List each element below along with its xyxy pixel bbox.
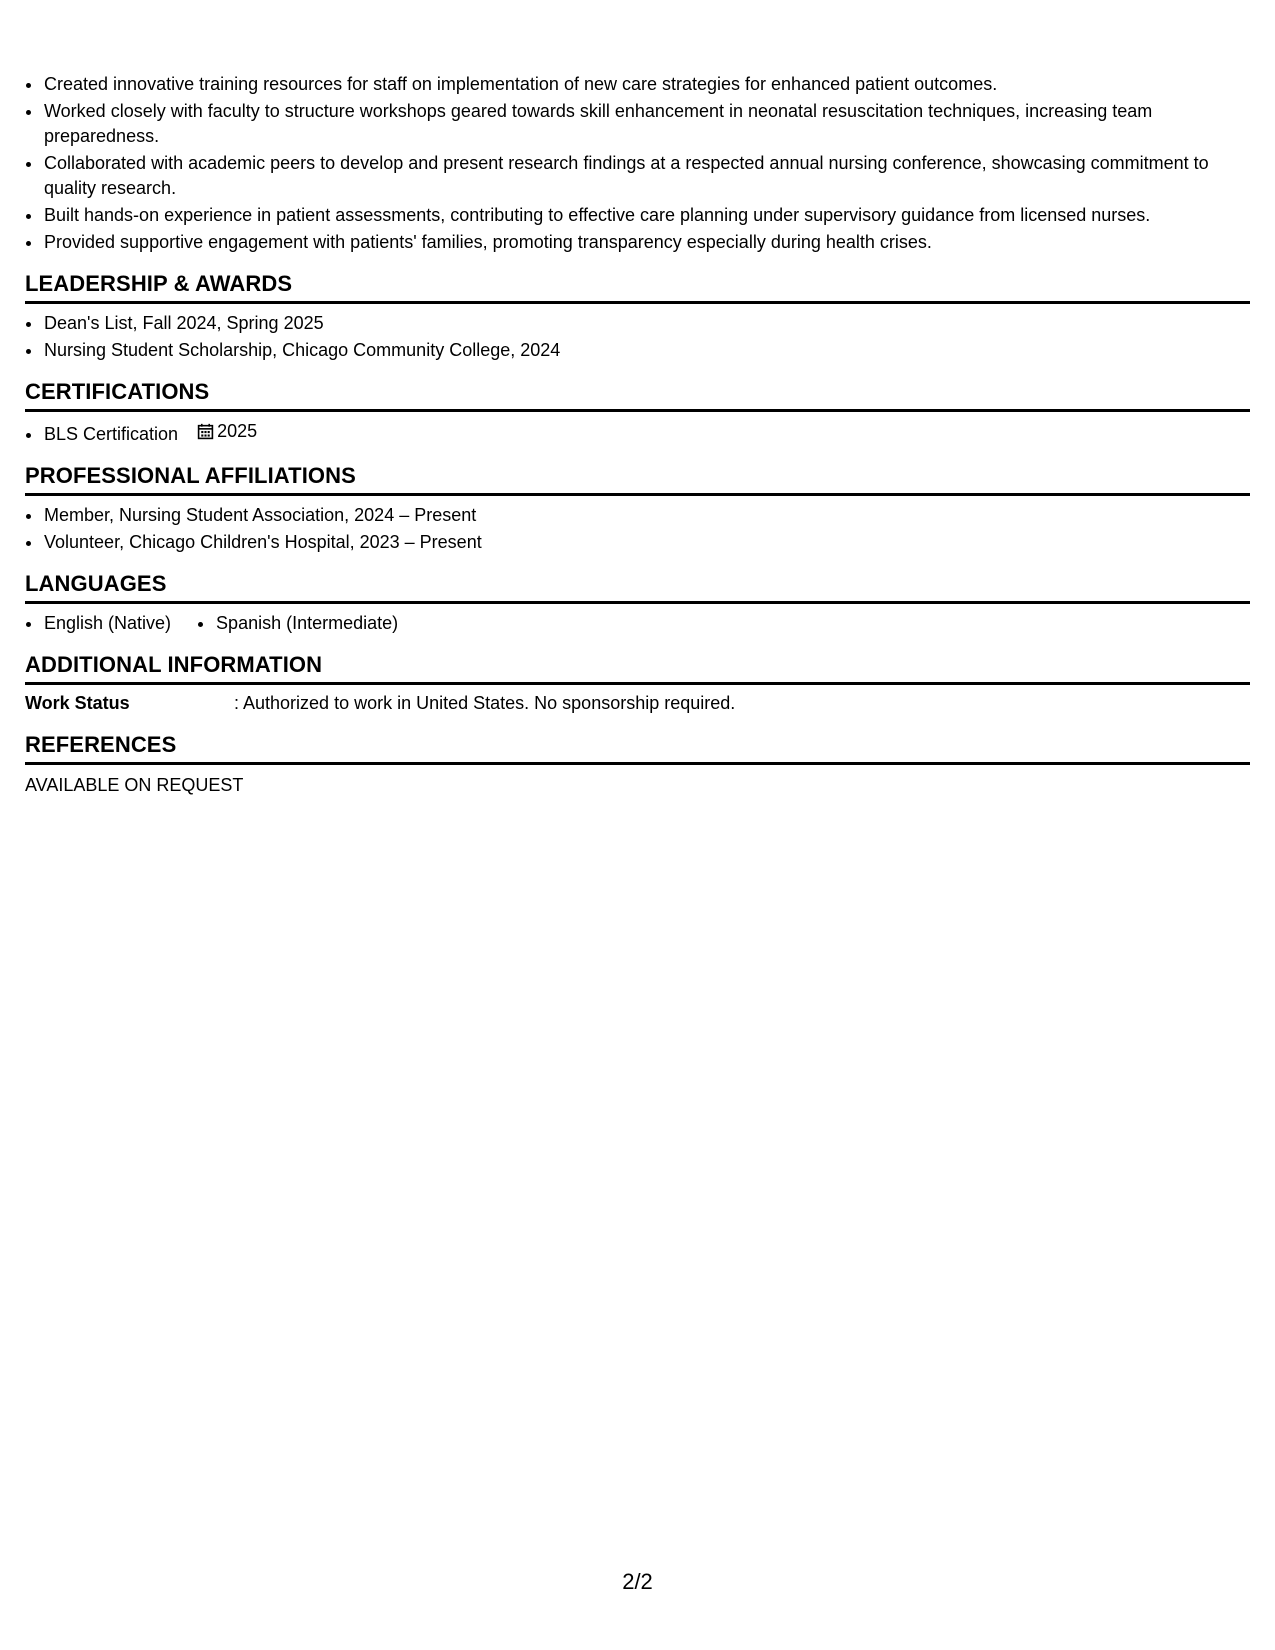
certification-year: 2025 [217, 421, 258, 441]
experience-bullet: • Created innovative training resources for staff on implementation of new care strategies for enhanced patient outcomes. [43, 72, 1250, 97]
experience-bullet: • Worked closely with faculty to structure workshops geared towards skill enhancement in neonatal resuscitation techniques, increasing team preparedness. [43, 99, 1250, 149]
section-title-certifications: CERTIFICATIONS [25, 377, 1250, 412]
affiliation-item: • Volunteer, Chicago Children's Hospital, 2023 – Present [43, 530, 1250, 555]
leadership-item: • Nursing Student Scholarship, Chicago Community College, 2024 [43, 338, 1250, 363]
page-number: 2/2 [622, 1569, 653, 1594]
leadership-item: • Dean's List, Fall 2024, Spring 2025 [43, 311, 1250, 336]
languages-section [25, 569, 1250, 636]
work-status-row [25, 691, 1250, 716]
work-status-label: Work Status [25, 693, 130, 713]
certifications-section [25, 377, 1250, 447]
leadership-awards-section [25, 269, 1250, 363]
certifications-list [25, 419, 1250, 447]
additional-information-section [25, 650, 1250, 716]
languages-list [25, 611, 1250, 636]
section-title-leadership-awards: LEADERSHIP & AWARDS [25, 269, 1250, 304]
leadership-list [25, 311, 1250, 363]
calendar-icon [197, 423, 214, 440]
experience-bullet: • Provided supportive engagement with patients' families, promoting transparency especially during health crises. [43, 230, 1250, 255]
certification-item [43, 419, 1250, 447]
experience-bullet: • Collaborated with academic peers to develop and present research findings at a respected annual nursing conference, showcasing commitment to quality research. [43, 151, 1250, 201]
references-section [25, 730, 1250, 798]
section-title-additional-information: ADDITIONAL INFORMATION [25, 650, 1250, 685]
resume-page [25, 72, 1250, 798]
certification-date [197, 419, 257, 444]
experience-bullet-list [25, 72, 1250, 255]
section-title-references: REFERENCES [25, 730, 1250, 765]
language-item: • English (Native) [43, 611, 171, 636]
affiliation-item: • Member, Nursing Student Association, 2024 – Present [43, 503, 1250, 528]
references-text: AVAILABLE ON REQUEST [25, 775, 244, 795]
section-title-professional-affiliations: PROFESSIONAL AFFILIATIONS [25, 461, 1250, 496]
experience-bullet: • Built hands-on experience in patient assessments, contributing to effective care planning under supervisory guidance from licensed nurses. [43, 203, 1250, 228]
work-status-value: : Authorized to work in United States. No sponsorship required. [234, 693, 736, 713]
section-title-languages: LANGUAGES [25, 569, 1250, 604]
professional-affiliations-section [25, 461, 1250, 555]
language-item: • Spanish (Intermediate) [215, 611, 398, 636]
affiliations-list [25, 503, 1250, 555]
certification-name: BLS Certification [44, 424, 179, 444]
